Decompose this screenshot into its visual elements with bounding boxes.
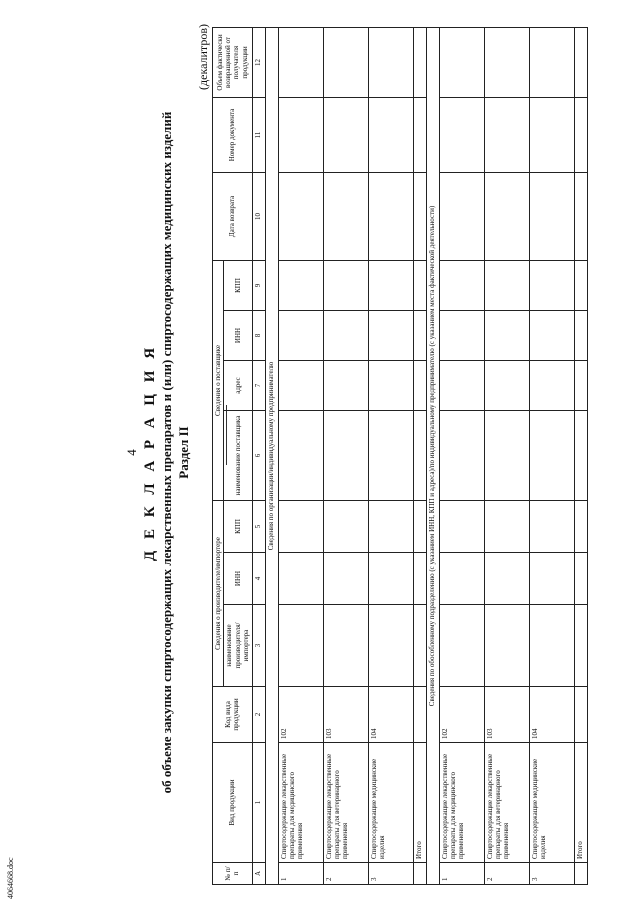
empty-cell [574,97,587,172]
empty-cell [278,501,323,553]
col-number: 8 [252,311,265,361]
row-code: 104 [368,687,413,743]
empty-cell [413,260,426,310]
empty-cell [323,605,368,687]
row-num: 3 [529,863,574,885]
row-product: Спиртосодержащие лекарственные препараты для медицинского применения [439,743,484,863]
declaration-table [212,27,588,885]
empty-cell [484,553,529,605]
empty-cell [439,97,484,172]
row-product: Спиртосодержащие лекарственные препараты для ветеринарного применения [484,743,529,863]
col-number: 10 [252,172,265,260]
empty-cell [278,172,323,260]
section-subdivision-label: Сведения по обособленному подразделению (с указанием ИНН, КПП и адреса)/по индивидуальному предпринимателю (с указанием места фактической деятельности) [426,27,439,884]
empty-cell [439,605,484,687]
total-row [413,27,426,884]
empty-cell [368,260,413,310]
header-producer-inn: ИНН [224,553,252,605]
col-number: 6 [252,411,265,501]
empty-cell [484,27,529,97]
empty-cell [413,605,426,687]
col-number: 12 [252,27,265,97]
empty-cell [529,501,574,553]
header-doc-number: Номер документа [213,97,253,172]
empty-cell [368,361,413,411]
empty-cell [439,501,484,553]
table-row [323,27,368,884]
header-producer-kpp: КПП [224,501,252,553]
empty-cell [529,97,574,172]
empty-cell [323,27,368,97]
row-code: 102 [278,687,323,743]
row-product: Спиртосодержащие медицинские изделия [368,743,413,863]
empty-cell [323,553,368,605]
empty-cell [439,311,484,361]
empty-cell [439,553,484,605]
empty-cell [368,97,413,172]
empty-cell [278,97,323,172]
empty-cell [574,27,587,97]
empty-cell [574,311,587,361]
section-subdivision-row [426,27,439,884]
header-volume: Объем фактически возвращенной от получателя продукции [213,27,253,97]
empty-cell [439,411,484,501]
header-supplier-kpp: КПП [224,260,252,310]
empty-cell [484,501,529,553]
empty-cell [278,27,323,97]
empty-cell [484,311,529,361]
row-code: 103 [323,687,368,743]
empty-cell [484,172,529,260]
empty-cell [484,605,529,687]
empty-cell [413,501,426,553]
header-supplier-name: наименование поставщика [224,411,252,501]
page-number: 4 [124,449,139,456]
col-number: 9 [252,260,265,310]
row-code: 102 [439,687,484,743]
empty-cell [323,411,368,501]
section-organization-label: Сведения по организации/индивидуальному предпринимателю [265,27,278,884]
total-label: Итого [574,743,587,863]
header-supplier-group: Сведения о поставщике [213,260,224,500]
empty-cell [574,501,587,553]
table-row [439,27,484,884]
empty-cell [413,361,426,411]
column-number-row [252,27,265,884]
col-number: 2 [252,687,265,743]
empty-cell [439,27,484,97]
col-number: 1 [252,743,265,863]
row-num: 1 [278,863,323,885]
empty-cell [484,97,529,172]
empty-cell [413,411,426,501]
empty-cell [439,361,484,411]
empty-cell [574,553,587,605]
empty-cell [368,411,413,501]
col-number: 5 [252,501,265,553]
empty-cell [368,501,413,553]
table-header-row [213,27,224,884]
empty-cell [529,260,574,310]
empty-cell [323,97,368,172]
empty-cell [368,27,413,97]
empty-cell [484,411,529,501]
col-number: 7 [252,361,265,411]
empty-cell [278,260,323,310]
empty-cell [368,605,413,687]
empty-cell [413,27,426,97]
empty-cell [323,311,368,361]
empty-cell [439,172,484,260]
empty-cell [574,411,587,501]
row-product: Спиртосодержащие лекарственные препараты для медицинского применения [278,743,323,863]
header-product: Вид продукции [213,743,253,863]
empty-cell [413,172,426,260]
empty-cell [278,553,323,605]
empty-cell [484,361,529,411]
header-code: Код вида продукции [213,687,253,743]
empty-cell [439,260,484,310]
empty-cell [574,863,587,885]
empty-cell [368,172,413,260]
table-row [484,27,529,884]
col-number: А [252,863,265,885]
empty-cell [323,361,368,411]
empty-cell [574,605,587,687]
empty-cell [278,605,323,687]
row-num: 3 [368,863,413,885]
header-supplier-address: адрес [224,361,252,411]
header-producer-group: Сведения о производителе/импортере [213,501,224,687]
empty-cell [574,172,587,260]
col-number: 3 [252,605,265,687]
header-supplier-inn: ИНН [224,311,252,361]
section-organization-row [265,27,278,884]
empty-cell [413,311,426,361]
empty-cell [574,260,587,310]
empty-cell [529,411,574,501]
row-code: 103 [484,687,529,743]
total-label: Итого [413,743,426,863]
row-num: 2 [484,863,529,885]
header-num: № п/п [213,863,253,885]
empty-cell [368,311,413,361]
empty-cell [278,361,323,411]
empty-cell [413,553,426,605]
section-title: Раздел II [176,426,191,479]
document-title: Д Е К Л А Р А Ц И Я [142,343,158,562]
empty-cell [278,311,323,361]
header-producer-name: наименование производителя/ импортера [224,605,252,687]
empty-cell [529,27,574,97]
empty-cell [413,687,426,743]
table-row [278,27,323,884]
row-product: Спиртосодержащие лекарственные препараты для ветеринарного применения [323,743,368,863]
empty-cell [529,605,574,687]
header-return-date: Дата возврата [213,172,253,260]
empty-cell [529,311,574,361]
empty-cell [529,172,574,260]
col-number: 11 [252,97,265,172]
empty-cell [529,553,574,605]
empty-cell [323,260,368,310]
empty-cell [529,361,574,411]
footer-filename: 4064668.doc [6,857,15,899]
empty-cell [574,687,587,743]
table-row [529,27,574,884]
col-number: 4 [252,553,265,605]
row-num: 2 [323,863,368,885]
empty-cell [323,172,368,260]
row-num: 1 [439,863,484,885]
document-subtitle: об объеме закупки спиртосодержащих лекарственных препаратов и (или) спиртосодержащих медицинских изделий [159,111,174,794]
row-code: 104 [529,687,574,743]
empty-cell [484,260,529,310]
unit-label: (декалитров) [196,24,210,90]
empty-cell [278,411,323,501]
table-row [368,27,413,884]
empty-cell [413,97,426,172]
empty-cell [368,553,413,605]
total-row [574,27,587,884]
empty-cell [574,361,587,411]
empty-cell [323,501,368,553]
row-product: Спиртосодержащие медицинские изделия [529,743,574,863]
empty-cell [413,863,426,885]
